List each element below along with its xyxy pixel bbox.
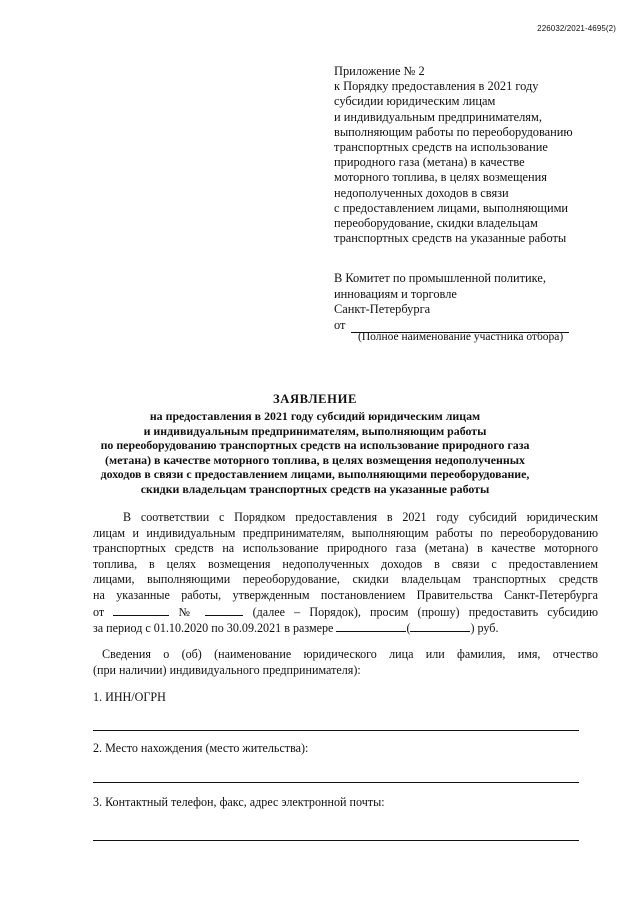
contact-label: 3. Контактный телефон, факс, адрес электронной почты: bbox=[93, 795, 385, 809]
title-subline: скидки владельцам транспортных средств на указанные работы bbox=[140, 481, 490, 496]
appendix-line: природного газа (метана) в качестве bbox=[334, 155, 525, 170]
title-subline: и индивидуальным предпринимателям, выполняющим работы bbox=[143, 423, 487, 438]
title-subline: по переоборудованию транспортных средств на использование природного газа bbox=[100, 438, 530, 453]
decree-date-field[interactable] bbox=[113, 604, 169, 616]
appendix-line: субсидии юридическим лицам bbox=[334, 94, 496, 109]
body-line-date-number bbox=[93, 604, 598, 621]
applicant-name-caption: (Полное наименование участника отбора) bbox=[358, 331, 564, 343]
title-subline: (метана) в качестве моторного топлива, в целях возмещения недополученных bbox=[105, 452, 525, 467]
address-field[interactable] bbox=[93, 782, 579, 783]
addressee-line: В Комитет по промышленной политике, bbox=[334, 271, 546, 285]
period-label: за период с 01.10.2020 по 30.09.2021 в размере bbox=[93, 621, 334, 636]
body-line: лицами, выполняющими переоборудование, скидки владельцам транспортных средств bbox=[93, 572, 598, 587]
addressee-line: Санкт-Петербурга bbox=[334, 302, 431, 317]
date-from-label: от bbox=[93, 604, 105, 619]
addressee-block bbox=[334, 271, 614, 333]
body-line: транспортных средств на использование природного газа (метана) в качестве моторного bbox=[93, 541, 598, 556]
body-line-amount bbox=[93, 620, 598, 637]
appendix-line: моторного топлива, в целях возмещения bbox=[334, 170, 547, 185]
statement-body bbox=[93, 510, 598, 637]
body-line-rest: (далее – Порядок), просим (прошу) предоставить субсидию bbox=[252, 604, 598, 619]
open-paren: ( bbox=[406, 621, 411, 636]
appendix-line: недополученных доходов в связи bbox=[334, 185, 509, 200]
info-line: (при наличии) индивидуального предпринимателя): bbox=[93, 662, 361, 677]
title-subline: доходов в связи с предоставлением лицами, выполняющими переоборудование, bbox=[100, 467, 530, 482]
appendix-line: и индивидуальным предпринимателям, bbox=[334, 109, 542, 124]
subsidy-amount-words-field[interactable] bbox=[410, 620, 470, 632]
inn-ogrn-field[interactable] bbox=[93, 730, 579, 731]
title-subline: на предоставления в 2021 году субсидий юридическим лицам bbox=[149, 409, 481, 423]
body-line: лицам и индивидуальным предпринимателям, выполняющим работы по переоборудованию bbox=[93, 525, 598, 540]
subsidy-amount-field[interactable] bbox=[336, 620, 406, 632]
contact-field[interactable] bbox=[93, 840, 579, 841]
applicant-info-intro bbox=[93, 647, 598, 678]
appendix-line: переоборудование, скидки владельцам bbox=[334, 216, 538, 231]
appendix-line: транспортных средств на указанные работы bbox=[334, 231, 567, 246]
from-label: от bbox=[334, 317, 346, 332]
appendix-line: транспортных средств на использование bbox=[334, 140, 548, 155]
body-line: В соответствии с Порядком предоставления в 2021 году субсидий юридическим bbox=[123, 510, 598, 524]
number-sign-label: № bbox=[178, 604, 197, 619]
statement-title: ЗАЯВЛЕНИЕ bbox=[273, 392, 357, 406]
decree-number-field[interactable] bbox=[205, 604, 243, 616]
address-label: 2. Место нахождения (место жительства): bbox=[93, 741, 309, 755]
appendix-line: Приложение № 2 bbox=[334, 64, 425, 78]
appendix-line: к Порядку предоставления в 2021 году bbox=[334, 79, 539, 94]
body-line: на указанные работы, утвержденным постановлением Правительства Санкт-Петербурга bbox=[93, 587, 598, 602]
appendix-line: выполняющим работы по переоборудованию bbox=[334, 124, 573, 139]
rubles-label: ) руб. bbox=[470, 621, 499, 636]
addressee-line: инновациям и торговле bbox=[334, 286, 457, 301]
body-line: топлива, в целях возмещения недополученных доходов в связи с предоставлением bbox=[93, 556, 598, 571]
appendix-header bbox=[334, 64, 614, 246]
inn-ogrn-label: 1. ИНН/ОГРН bbox=[93, 690, 166, 704]
document-number: 226032/2021-4695(2) bbox=[537, 24, 616, 33]
appendix-line: с предоставлением лицами, выполняющими bbox=[334, 200, 569, 215]
statement-title-block bbox=[80, 392, 550, 497]
info-line: Сведения о (об) (наименование юридического лица или фамилия, имя, отчество bbox=[102, 647, 598, 661]
